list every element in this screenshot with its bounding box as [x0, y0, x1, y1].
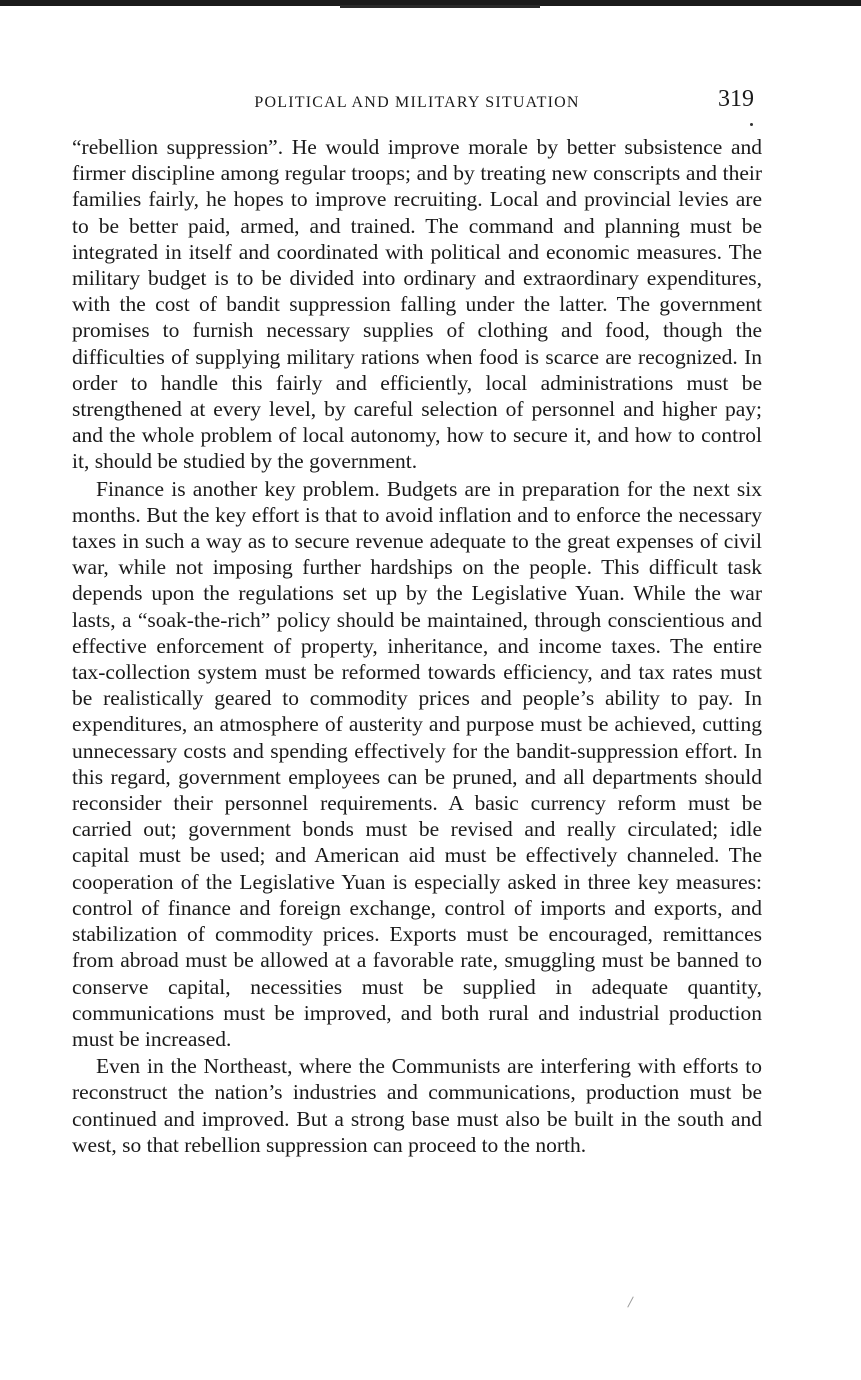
- top-border-notch: [340, 5, 540, 8]
- page-number: 319: [718, 86, 754, 112]
- paragraph-finance: Finance is another key problem. Budgets are in preparation for the next six months. But the key effort is that to avoid inflation and to enforce the necessary taxes in such a way as to secure revenue adequate to the great expenses of civil war, while not imposing further hardships on the people. This difficult task depends upon the regulations set up by the Legislative Yuan. While the war lasts, a “soak-the-rich” policy should be maintained, through conscientious and effective enforcement of property, inheritance, and income taxes. The entire tax-collection system must be reformed towards efficiency, and tax rates must be realistically geared to commodity prices and people’s ability to pay. In expenditures, an atmosphere of austerity and purpose must be achieved, cutting unnecessary costs and spending effectively for the bandit-suppression effort. In this regard, government employees can be pruned, and all departments should reconsider their personnel requirements. A basic currency reform must be carried out; government bonds must be revised and really circulated; idle capital must be used; and American aid must be effectively channeled. The cooperation of the Legislative Yuan is especially asked in three key measures: control of finance and foreign exchange, control of imports and exports, and stabilization of commodity prices. Exports must be encouraged, remittances from abroad must be allowed at a favorable rate, smuggling must be banned to conserve capital, necessities must be supplied in adequate quantity, communications must be improved, and both rural and industrial production must be increased.: [72, 476, 762, 1051]
- pencil-mark: [627, 1296, 634, 1307]
- paragraph-continuation: “rebellion suppression”. He would improve morale by better subsistence and firmer discipline among regular troops; and by treating new conscripts and their families fairly, he hopes to improve recruiting. Local and provincial levies are to be better paid, armed, and trained. The command and planning must be integrated in itself and coordinated with political and economic measures. The military budget is to be divided into ordinary and extraordinary expenditures, with the cost of bandit suppression falling under the latter. The government promises to furnish necessary supplies of clothing and food, though the difficulties of supplying military rations when food is scarce are recognized. In order to handle this fairly and efficiently, local administrations must be strengthened at every level, by careful selection of personnel and higher pay; and the whole problem of local autonomy, how to secure it, and how to control it, should be studied by the government.: [72, 135, 762, 474]
- ink-dot-mark: [750, 123, 753, 126]
- running-head: POLITICAL AND MILITARY SITUATION: [254, 94, 580, 111]
- body-text: [72, 134, 762, 1158]
- paragraph-northeast: Even in the Northeast, where the Communists are interfering with efforts to reconstruct the nation’s industries and communications, production must be continued and improved. But a strong base must also be built in the south and west, so that rebellion suppression can proceed to the north.: [72, 1054, 762, 1157]
- page-header: [72, 86, 762, 120]
